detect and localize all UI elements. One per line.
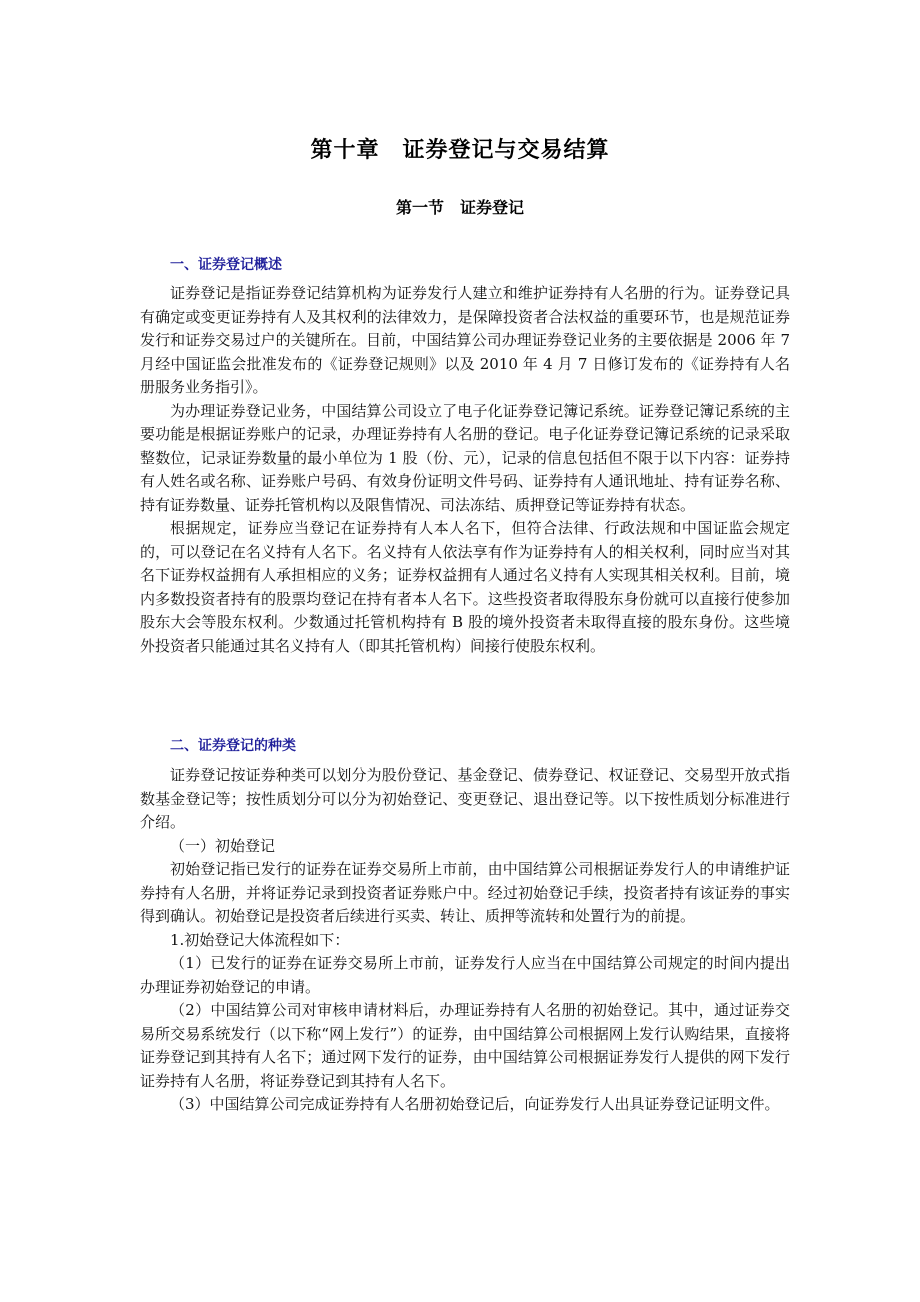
subsection-label: （一）初始登记 — [170, 836, 276, 855]
list-item: （2）中国结算公司对审核申请材料后，办理证券持有人名册的初始登记。其中，通过证券交易所交易系统发行（以下称“网上发行”）的证券，由中国结算公司根据网上发行认购结果，直接将证券登记到其持有人名下；通过网下发行的证券，由中国结算公司根据证券发行人提供的网下发行证券持有人名册，将证券登记到其持有人名下。 — [140, 1001, 790, 1090]
chapter-title: 第十章 证券登记与交易结算 — [310, 138, 610, 163]
heading-types: 二、证券登记的种类 — [170, 738, 296, 754]
types-body — [140, 764, 790, 1117]
heading-overview: 一、证券登记概述 — [170, 257, 282, 273]
section-title: 第一节 证券登记 — [395, 198, 524, 217]
overview-body — [140, 282, 790, 658]
list-item: （1）已发行的证券在证券交易所上市前，证券发行人应当在中国结算公司规定的时间内提出办理证券初始登记的申请。 — [140, 954, 790, 996]
list-heading: 1.初始登记大体流程如下： — [170, 930, 350, 949]
paragraph: 根据规定，证券应当登记在证券持有人本人名下，但符合法律、行政法规和中国证监会规定的，可以登记在名义持有人名下。名义持有人依法享有作为证券持有人的相关权利，同时应当对其名下证券权益拥有人承担相应的义务；证券权益拥有人通过名义持有人实现其相关权利。目前，境内多数投资者持有的股票均登记在持有者本人名下。这些投资者取得股东身份就可以直接行使参加股东大会等股东权利。少数通过托管机构持有 B 股的境外投资者未取得直接的股东身份。这些境外投资者只能通过其名义持有人（即其托管机构）间接行使股东权利。 — [140, 519, 790, 655]
list-item: （3）中国结算公司完成证券持有人名册初始登记后，向证券发行人出具证券登记证明文件。 — [170, 1095, 780, 1113]
paragraph: 初始登记指已发行的证券在证券交易所上市前，由中国结算公司根据证券发行人的申请维护证券持有人名册，并将证券记录到投资者证券账户中。经过初始登记手续，投资者持有该证券的事实得到确认。初始登记是投资者后续进行买卖、转让、质押等流转和处置行为的前提。 — [140, 860, 790, 925]
paragraph: 为办理证券登记业务，中国结算公司设立了电子化证券登记簿记系统。证券登记簿记系统的主要功能是根据证券账户的记录，办理证券持有人名册的登记。电子化证券登记簿记系统的记录采取整数位，记录证券数量的最小单位为 1 股（份、元），记录的信息包括但不限于以下内容：证券持有人姓名或名称、证券账户号码、有效身份证明文件号码、证券持有人通讯地址、持有证券名称、持有证券数量、证券托管机构以及限售情况、司法冻结、质押登记等证券持有状态。 — [140, 401, 790, 514]
paragraph: 证券登记按证券种类可以划分为股份登记、基金登记、债券登记、权证登记、交易型开放式指数基金登记等；按性质划分可以分为初始登记、变更登记、退出登记等。以下按性质划分标准进行介绍。 — [140, 766, 790, 831]
paragraph: 证券登记是指证券登记结算机构为证券发行人建立和维护证券持有人名册的行为。证券登记具有确定或变更证券持有人及其权利的法律效力，是保障投资者合法权益的重要环节，也是规范证券发行和证券交易过户的关键所在。目前，中国结算公司办理证券登记业务的主要依据是 2006 年 7 月经中国证监会批准发布的《证券登记规则》以及 2010 年 4 月 7 日修订发布的《证券持有人名册服务业务指引》。 — [140, 284, 790, 396]
